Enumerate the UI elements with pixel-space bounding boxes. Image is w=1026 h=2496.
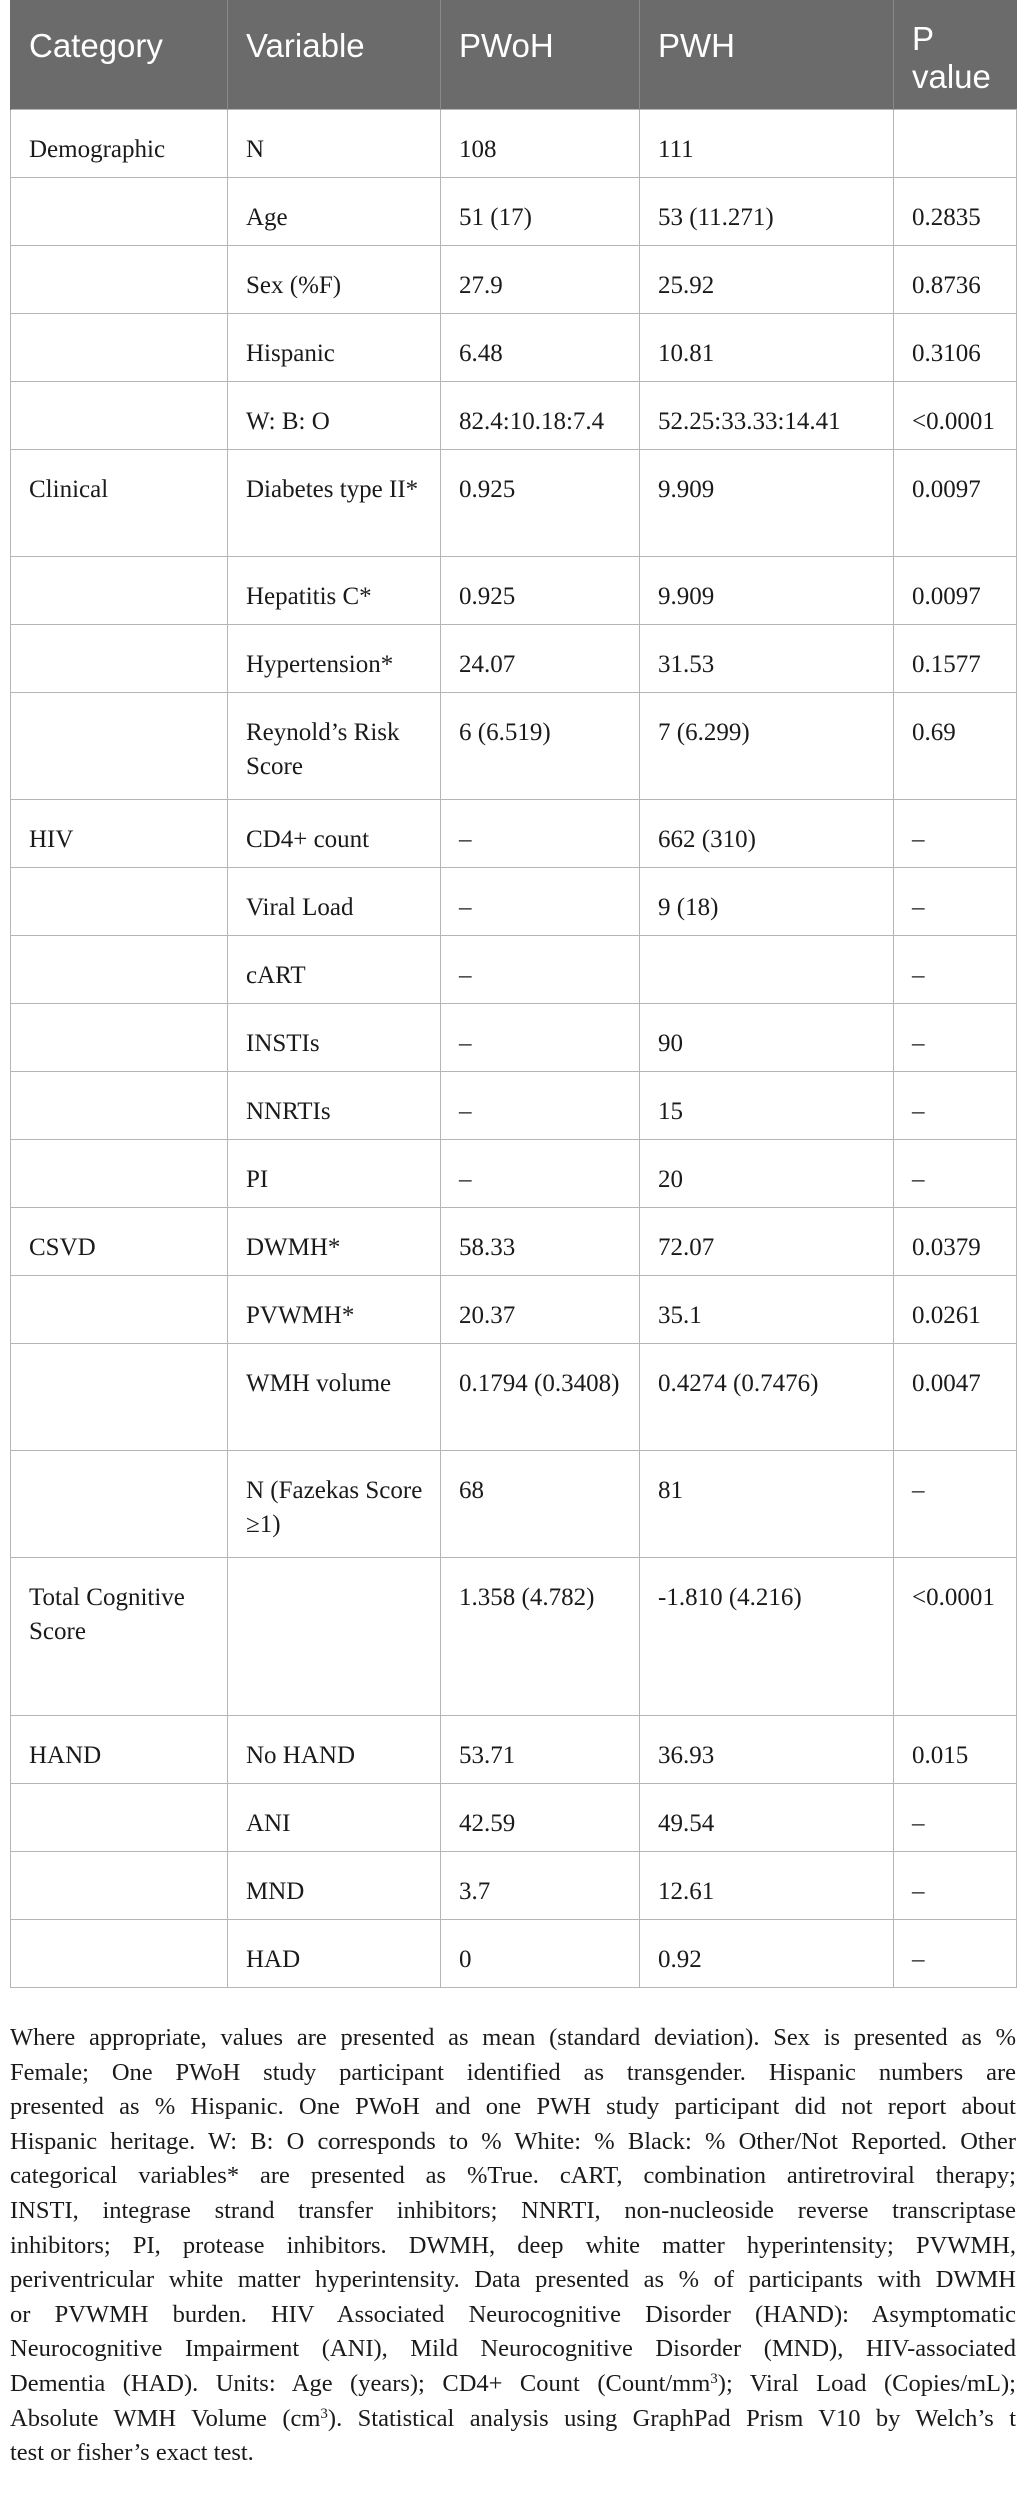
table-row (11, 1072, 1017, 1140)
cell-category (11, 1451, 228, 1558)
cell-pwh: 90 (640, 1004, 894, 1072)
cell-pvalue: – (894, 1451, 1017, 1558)
cell-pwh: 72.07 (640, 1208, 894, 1276)
cell-pwoh: 51 (17) (441, 178, 640, 246)
footnote-line: or PVWMH burden. HIV Associated Neurocognitive Disorder (HAND): Asymptomatic (10, 2300, 1016, 2328)
table-row (11, 246, 1017, 314)
table-row (11, 1852, 1017, 1920)
cell-pwoh: 0.1794 (0.3408) (441, 1344, 640, 1451)
cell-variable: Age (228, 178, 441, 246)
footnote-line: test or fisher’s exact test. (10, 2439, 254, 2467)
cell-category (11, 1004, 228, 1072)
cell-pvalue: – (894, 1140, 1017, 1208)
cell-pwoh: 53.71 (441, 1716, 640, 1784)
table-row (11, 800, 1017, 868)
cell-variable: INSTIs (228, 1004, 441, 1072)
cell-category: Clinical (11, 450, 228, 557)
table-row (11, 1558, 1017, 1716)
cell-pwh: 12.61 (640, 1852, 894, 1920)
cell-pvalue: 0.8736 (894, 246, 1017, 314)
cell-pwh: 10.81 (640, 314, 894, 382)
footnote-line-volume (10, 2402, 1016, 2437)
cell-pvalue: 0.0097 (894, 450, 1017, 557)
cell-category: Total Cognitive Score (11, 1558, 228, 1716)
footnote-line: periventricular white matter hyperintensity. Data presented as % of participants with DWMH (10, 2266, 1016, 2294)
cell-category (11, 936, 228, 1004)
cell-variable: ANI (228, 1784, 441, 1852)
cell-variable (228, 1558, 441, 1716)
cell-variable: PI (228, 1140, 441, 1208)
cell-pwoh: 3.7 (441, 1852, 640, 1920)
cell-pwh: 0.92 (640, 1920, 894, 1988)
cell-variable: MND (228, 1852, 441, 1920)
footnote-text: ). Statistical analysis using GraphPad Prism V10 by Welch’s t (327, 2404, 1016, 2432)
header-pvalue-line1: P (912, 20, 935, 57)
cell-pwh: 7 (6.299) (640, 693, 894, 800)
table-row (11, 1004, 1017, 1072)
table-row (11, 382, 1017, 450)
cell-pwh: 36.93 (640, 1716, 894, 1784)
cell-pwoh: 0 (441, 1920, 640, 1988)
cell-category (11, 625, 228, 693)
cell-pwh: 81 (640, 1451, 894, 1558)
table-row (11, 1140, 1017, 1208)
table-row (11, 868, 1017, 936)
cell-variable: No HAND (228, 1716, 441, 1784)
cell-pwoh: 6.48 (441, 314, 640, 382)
cell-pvalue: <0.0001 (894, 382, 1017, 450)
table-row (11, 693, 1017, 800)
cell-category: Demographic (11, 110, 228, 178)
cell-category (11, 1344, 228, 1451)
footnote-line: Neurocognitive Impairment (ANI), Mild Neurocognitive Disorder (MND), HIV-associated (10, 2335, 1016, 2363)
footnote-line: Female; One PWoH study participant identified as transgender. Hispanic numbers are (10, 2058, 1016, 2086)
cell-pwh: 0.4274 (0.7476) (640, 1344, 894, 1451)
table-row (11, 625, 1017, 693)
cell-pwoh: 6 (6.519) (441, 693, 640, 800)
cell-pvalue: – (894, 1004, 1017, 1072)
header-pwh: PWH (640, 0, 894, 110)
footnote-line: INSTI, integrase strand transfer inhibitors; NNRTI, non-nucleoside reverse transcriptase (10, 2196, 1016, 2224)
cell-variable: Hispanic (228, 314, 441, 382)
footnote-line: inhibitors; PI, protease inhibitors. DWMH, deep white matter hyperintensity; PVWMH, (10, 2231, 1016, 2259)
cell-pwh: -1.810 (4.216) (640, 1558, 894, 1716)
cell-variable: CD4+ count (228, 800, 441, 868)
cell-category (11, 246, 228, 314)
cell-pwh: 662 (310) (640, 800, 894, 868)
footnote-text: ); Viral Load (Copies/mL); (717, 2369, 1016, 2397)
cell-pvalue: – (894, 1920, 1017, 1988)
footnote-line: categorical variables* are presented as %True. cART, combination antiretroviral therapy; (10, 2162, 1016, 2190)
cell-pvalue (894, 110, 1017, 178)
cell-pvalue: – (894, 868, 1017, 936)
cell-pwoh: – (441, 1072, 640, 1140)
characteristics-table (10, 0, 1017, 1988)
cell-pvalue: 0.1577 (894, 625, 1017, 693)
cell-pvalue: – (894, 936, 1017, 1004)
table-row (11, 1208, 1017, 1276)
table-row (11, 1920, 1017, 1988)
cell-pwoh: – (441, 800, 640, 868)
cell-variable: Hepatitis C* (228, 557, 441, 625)
cell-category: CSVD (11, 1208, 228, 1276)
cell-pvalue: – (894, 1784, 1017, 1852)
cell-pwh: 9 (18) (640, 868, 894, 936)
footnote-text: Absolute WMH Volume (cm (10, 2404, 321, 2432)
cell-variable: Sex (%F) (228, 246, 441, 314)
header-row (11, 0, 1017, 110)
cell-category: HIV (11, 800, 228, 868)
cell-pvalue: 0.2835 (894, 178, 1017, 246)
header-pvalue (894, 0, 1017, 110)
table-row (11, 450, 1017, 557)
table-footnote (10, 2021, 1016, 2471)
superscript: 3 (320, 2405, 328, 2422)
table-row (11, 1276, 1017, 1344)
cell-pwoh: 0.925 (441, 557, 640, 625)
cell-variable: N (Fazekas Score ≥1) (228, 1451, 441, 1558)
cell-pwh: 111 (640, 110, 894, 178)
cell-variable: Viral Load (228, 868, 441, 936)
cell-category: HAND (11, 1716, 228, 1784)
cell-pwoh: 1.358 (4.782) (441, 1558, 640, 1716)
superscript: 3 (710, 2370, 718, 2387)
cell-pvalue: 0.0047 (894, 1344, 1017, 1451)
table-row (11, 1344, 1017, 1451)
table-row (11, 314, 1017, 382)
cell-pwoh: 20.37 (441, 1276, 640, 1344)
cell-variable: N (228, 110, 441, 178)
cell-pwh: 20 (640, 1140, 894, 1208)
cell-category (11, 1140, 228, 1208)
cell-pvalue: <0.0001 (894, 1558, 1017, 1716)
cell-pwh: 52.25:33.33:14.41 (640, 382, 894, 450)
table-row (11, 1451, 1017, 1558)
cell-pvalue: 0.3106 (894, 314, 1017, 382)
table-row (11, 110, 1017, 178)
cell-pwoh: – (441, 1004, 640, 1072)
table-header (11, 0, 1017, 110)
table-row (11, 178, 1017, 246)
cell-pwoh: 108 (441, 110, 640, 178)
cell-variable: Reynold’s Risk Score (228, 693, 441, 800)
header-category: Category (11, 0, 228, 110)
cell-pwoh: 27.9 (441, 246, 640, 314)
cell-category (11, 178, 228, 246)
cell-variable: PVWMH* (228, 1276, 441, 1344)
cell-pwoh: 24.07 (441, 625, 640, 693)
cell-pwoh: 0.925 (441, 450, 640, 557)
cell-pvalue: 0.015 (894, 1716, 1017, 1784)
data-table-container (10, 0, 1016, 1988)
cell-category (11, 1920, 228, 1988)
cell-pwh: 15 (640, 1072, 894, 1140)
cell-pwoh: 68 (441, 1451, 640, 1558)
header-variable: Variable (228, 0, 441, 110)
cell-variable: W: B: O (228, 382, 441, 450)
footnote-line: Where appropriate, values are presented as mean (standard deviation). Sex is presented as % (10, 2024, 1016, 2051)
cell-pvalue: 0.0379 (894, 1208, 1017, 1276)
cell-pwh: 25.92 (640, 246, 894, 314)
cell-pwh: 49.54 (640, 1784, 894, 1852)
cell-pwh: 53 (11.271) (640, 178, 894, 246)
cell-category (11, 382, 228, 450)
footnote-line: Hispanic heritage. W: B: O corresponds to % White: % Black: % Other/Not Reported. Other (10, 2127, 1016, 2155)
cell-pvalue: – (894, 1852, 1017, 1920)
cell-category (11, 1276, 228, 1344)
table-row (11, 557, 1017, 625)
cell-variable: WMH volume (228, 1344, 441, 1451)
cell-category (11, 314, 228, 382)
cell-pvalue: 0.69 (894, 693, 1017, 800)
header-pwoh: PWoH (441, 0, 640, 110)
cell-variable: Diabetes type II* (228, 450, 441, 557)
table-body (11, 110, 1017, 1988)
cell-pvalue: 0.0261 (894, 1276, 1017, 1344)
cell-variable: DWMH* (228, 1208, 441, 1276)
cell-pwoh: – (441, 1140, 640, 1208)
footnote-text: Dementia (HAD). Units: Age (years); CD4+ Count (Count/mm (10, 2369, 711, 2397)
cell-variable: NNRTIs (228, 1072, 441, 1140)
cell-pwh (640, 936, 894, 1004)
cell-pwoh: – (441, 936, 640, 1004)
cell-pwoh: 82.4:10.18:7.4 (441, 382, 640, 450)
cell-pvalue: – (894, 1072, 1017, 1140)
cell-pwh: 35.1 (640, 1276, 894, 1344)
cell-category (11, 1072, 228, 1140)
cell-category (11, 1852, 228, 1920)
cell-pwoh: 42.59 (441, 1784, 640, 1852)
cell-category (11, 1784, 228, 1852)
header-pvalue-line2: value (912, 58, 991, 95)
table-row (11, 1784, 1017, 1852)
cell-variable: Hypertension* (228, 625, 441, 693)
table-row (11, 936, 1017, 1004)
cell-pwoh: 58.33 (441, 1208, 640, 1276)
footnote-line: presented as % Hispanic. One PWoH and one PWH study participant did not report about (10, 2093, 1016, 2121)
cell-pwoh: – (441, 868, 640, 936)
cell-pwh: 31.53 (640, 625, 894, 693)
cell-pwh: 9.909 (640, 557, 894, 625)
footnote-line-units (10, 2367, 1016, 2402)
cell-pvalue: – (894, 800, 1017, 868)
cell-variable: cART (228, 936, 441, 1004)
cell-category (11, 868, 228, 936)
cell-pvalue: 0.0097 (894, 557, 1017, 625)
cell-category (11, 557, 228, 625)
cell-pwh: 9.909 (640, 450, 894, 557)
table-row (11, 1716, 1017, 1784)
cell-category (11, 693, 228, 800)
cell-variable: HAD (228, 1920, 441, 1988)
